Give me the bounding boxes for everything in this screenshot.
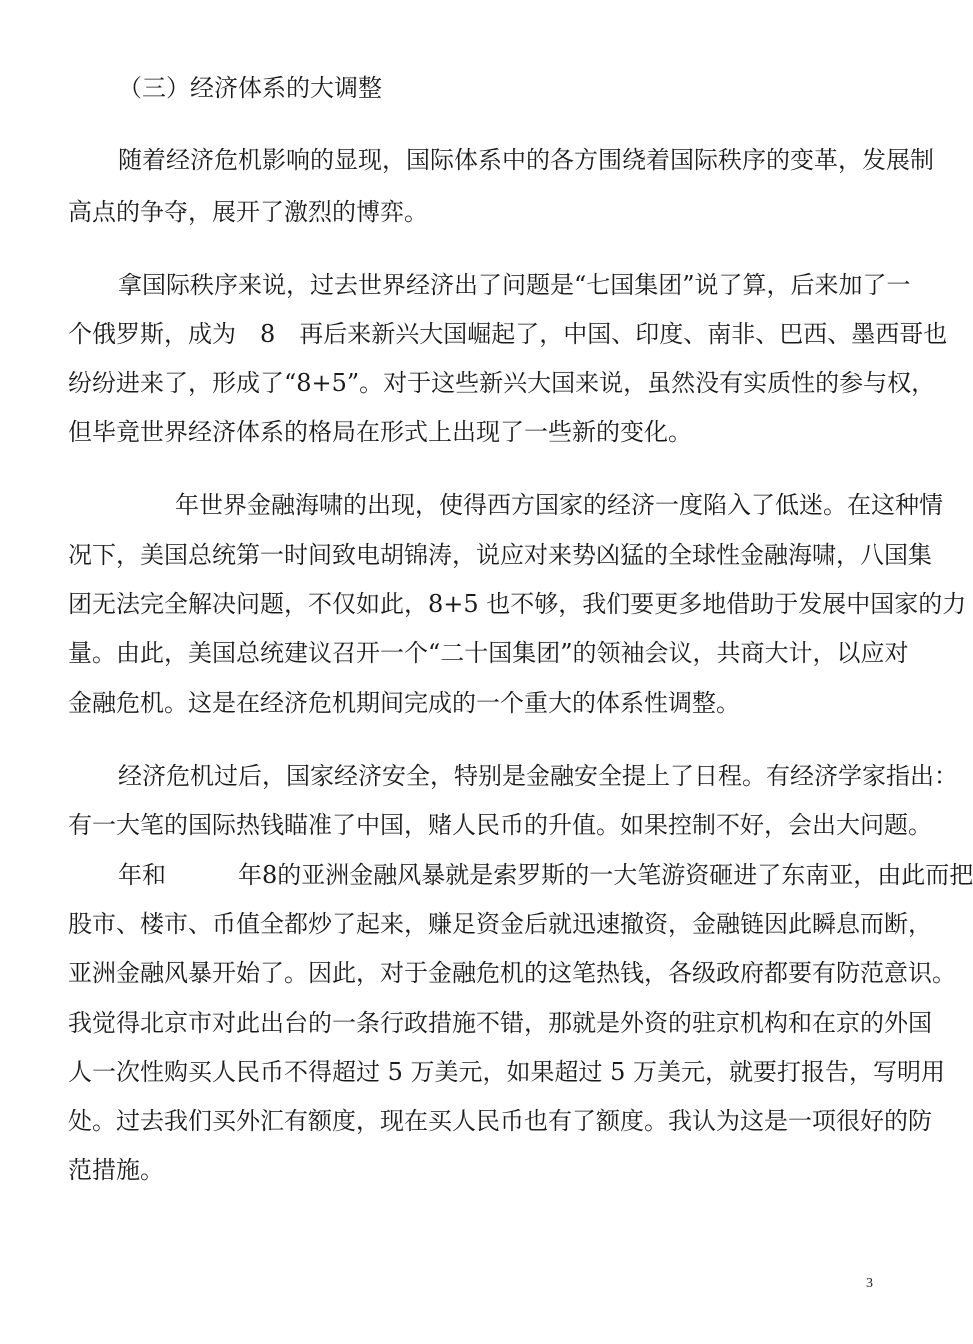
body-line: 高点的争夺，展开了激烈的博弈。 [68,198,428,226]
body-line: 有一大笔的国际热钱瞄准了中国，赌人民币的升值。如果控制不好，会出大问题。 [68,811,932,839]
body-line: 拿国际秩序来说，过去世界经济出了问题是“七国集团”说了算，后来加了一 [118,271,911,299]
body-line: 随着经济危机影响的显现，国际体系中的各方围绕着国际秩序的变革，发展制 [118,146,934,174]
body-line: 处。过去我们买外汇有额度，现在买人民币也有了额度。我认为这是一项很好的防 [68,1107,932,1135]
body-line: 人一次性购买人民币不得超过 5 万美元，如果超过 5 万美元，就要打报告，写明用 [68,1058,946,1086]
body-line: 亚洲金融风暴开始了。因此，对于金融危机的这笔热钱，各级政府都要有防范意识。 [68,959,956,987]
body-line: 股市、楼市、币值全都炒了起来，赚足资金后就迅速撤资，金融链因此瞬息而断， [68,910,932,938]
body-line: 纷纷进来了，形成了“8+5”。对于这些新兴大国来说，虽然没有实质性的参与权， [68,369,936,397]
body-line: 经济危机过后，国家经济安全，特别是金融安全提上了日程。有经济学家指出： [118,762,958,790]
body-line: 但毕竟世界经济体系的格局在形式上出现了一些新的变化。 [68,418,692,446]
body-line: 团无法完全解决问题，不仅如此，8+5 也不够，我们要更多地借助于发展中国家的力 [68,590,967,618]
body-line: 况下，美国总统第一时间致电胡锦涛，说应对来势凶猛的全球性金融海啸，八国集 [68,541,932,569]
page-number: 3 [866,1276,873,1291]
body-line: 个俄罗斯，成为 8 再后来新兴大国崛起了，中国、印度、南非、巴西、墨西哥也 [68,320,948,348]
body-line: 年世界金融海啸的出现，使得西方国家的经济一度陷入了低迷。在这种情 [175,491,943,519]
body-line: 我觉得北京市对此出台的一条行政措施不错，那就是外资的驻京机构和在京的外国 [68,1009,932,1037]
section-heading: （三）经济体系的大调整 [118,74,382,102]
body-line: 年和 年8的亚洲金融风暴就是索罗斯的一大笔游资砸进了东南亚，由此而把 [118,861,973,889]
body-line: 量。由此，美国总统建议召开一个“二十国集团”的领袖会议，共商大计，以应对 [68,639,909,667]
body-line: 范措施。 [68,1156,164,1184]
body-line: 金融危机。这是在经济危机期间完成的一个重大的体系性调整。 [68,689,740,717]
